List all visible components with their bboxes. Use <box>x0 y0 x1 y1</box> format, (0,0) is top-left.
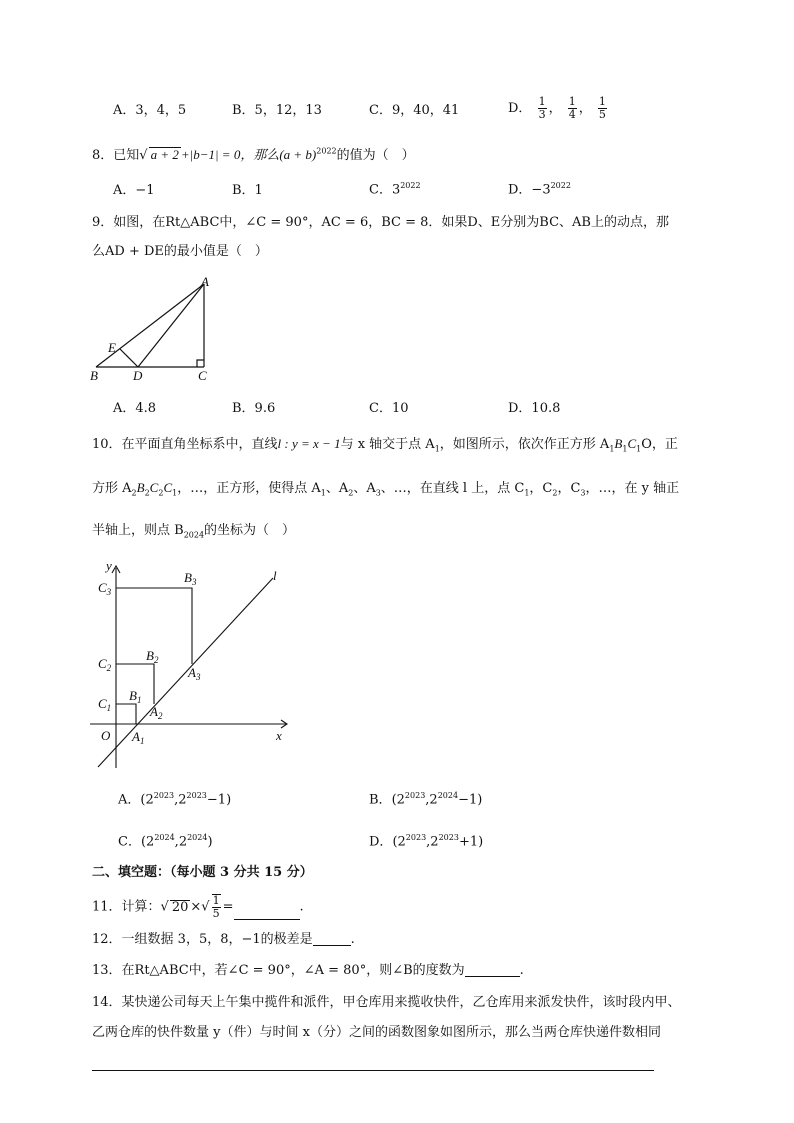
q7-frac-1: $\frac{1}{3}$ <box>538 95 546 122</box>
q9-option-b: B．9.6 <box>232 401 276 416</box>
q10-stem-line3: 半轴上，则点 $B_{2024}$的坐标为（ ） <box>92 523 296 540</box>
q9-stem-line1: 9．如图，在Rt△ABC中，∠C = 90°，AC = 6，BC = 8．如果D、E分别为BC、AB上的动点，那 <box>92 215 669 230</box>
q8-option-b: B．1 <box>232 183 263 198</box>
q7-option-c: C．9，40，41 <box>369 103 460 118</box>
label-o: O <box>101 728 111 743</box>
q8-stem: 8．已知√ a + 2 +|b−1| = 0，那么$(a + b)^{2022}$的值为（ ） <box>92 146 415 163</box>
q8-option-a: A．−1 <box>113 183 155 198</box>
q10-coordinate-figure <box>90 560 300 772</box>
q7-frac-3: $\frac{1}{5}$ <box>598 95 606 122</box>
label-b2: $B_2$ <box>146 648 159 665</box>
q10-option-b: B．$(2^{2023},2^{2024}-1)$ <box>369 791 483 808</box>
q10-stem-line2: 方形 $A_2B_2C_2C_1$，…，正方形，使得点 $A_1$、$A_2$、$A_3$、…，在直线 l 上，点 $C_1$，$C_2$，$C_3$，…，在 y 轴正 <box>92 480 680 498</box>
label-d: D <box>133 368 143 383</box>
label-c: C <box>198 368 207 383</box>
q9-triangle-figure <box>86 272 226 384</box>
segment-ad <box>138 284 204 367</box>
q10-option-a: A．$(2^{2023},2^{2023}-1)$ <box>118 791 232 808</box>
q13-answer-blank[interactable] <box>465 976 520 977</box>
label-a1: $A_1$ <box>132 729 145 746</box>
q9-option-d: D．10.8 <box>508 401 561 416</box>
q10-option-c: C．$(2^{2024},2^{2024})$ <box>118 833 213 850</box>
q8-option-c: C．$3^{2022}$ <box>369 181 421 198</box>
label-c3: $C_3$ <box>98 580 112 597</box>
label-a: A <box>201 274 209 289</box>
label-e: E <box>108 340 116 355</box>
label-b: B <box>90 368 98 383</box>
q12-answer-blank[interactable] <box>313 945 351 946</box>
q7-option-b: B．5，12，13 <box>232 103 322 118</box>
q12-stem: 12．一组数据 3，5，8，−1的极差是 . <box>92 932 355 947</box>
segment-de <box>120 349 138 367</box>
q7-option-d: D． $\frac{1}{3}$ ， $\frac{1}{4}$ ， $\frac{1}{5}$ <box>508 95 606 122</box>
label-y: y <box>106 560 112 573</box>
line-l <box>98 578 273 767</box>
square-1 <box>116 704 136 724</box>
q7-option-d-prefix: D． <box>508 101 532 117</box>
q14-stem-line1: 14．某快递公司每天上午集中揽件和派件，甲仓库用来揽收快件，乙仓库用来派发快件，该时段内甲、 <box>92 995 681 1010</box>
footer-rule <box>92 1070 654 1071</box>
label-a2: $A_2$ <box>150 704 163 721</box>
q11-stem: 11．计算：√ 20 ×√ $\frac{1}{5}$ = . <box>92 894 304 921</box>
label-x: x <box>276 728 282 743</box>
q14-stem-line2: 乙两仓库的快件数量 y（件）与时间 x（分）之间的函数图象如图所示，那么当两仓库快递件数相同 <box>92 1025 661 1040</box>
q8-option-d: D．$-3^{2022}$ <box>508 181 571 198</box>
section-2-heading: 二、填空题：（每小题 3 分共 15 分） <box>92 865 313 880</box>
label-b1: $B_1$ <box>129 688 142 705</box>
square-3 <box>116 588 192 664</box>
q10-option-d: D．$(2^{2023},2^{2023}+1)$ <box>369 833 484 850</box>
label-a3: $A_3$ <box>188 665 201 682</box>
q7-option-a: A．3，4，5 <box>113 103 187 118</box>
q13-stem: 13．在Rt△ABC中，若∠C = 90°，∠A = 80°，则∠B的度数为 . <box>92 963 524 978</box>
label-l: l <box>273 568 277 583</box>
label-b3: $B_3$ <box>184 570 197 587</box>
q9-option-c: C．10 <box>369 401 409 416</box>
q9-stem-line2: 么AD + DE的最小值是（ ） <box>92 244 268 259</box>
q9-option-a: A．4.8 <box>113 401 157 416</box>
q10-stem-line1: 10．在平面直角坐标系中，直线l : y = x − 1与 x 轴交于点 $A_1$，如图所示，依次作正方形 $A_1B_1C_1O$，正 <box>92 436 678 454</box>
q7-frac-2: $\frac{1}{4}$ <box>568 95 576 122</box>
label-c1: $C_1$ <box>98 696 112 713</box>
label-c2: $C_2$ <box>98 656 112 673</box>
right-angle-mark <box>197 360 204 367</box>
q11-answer-blank[interactable] <box>234 919 300 920</box>
